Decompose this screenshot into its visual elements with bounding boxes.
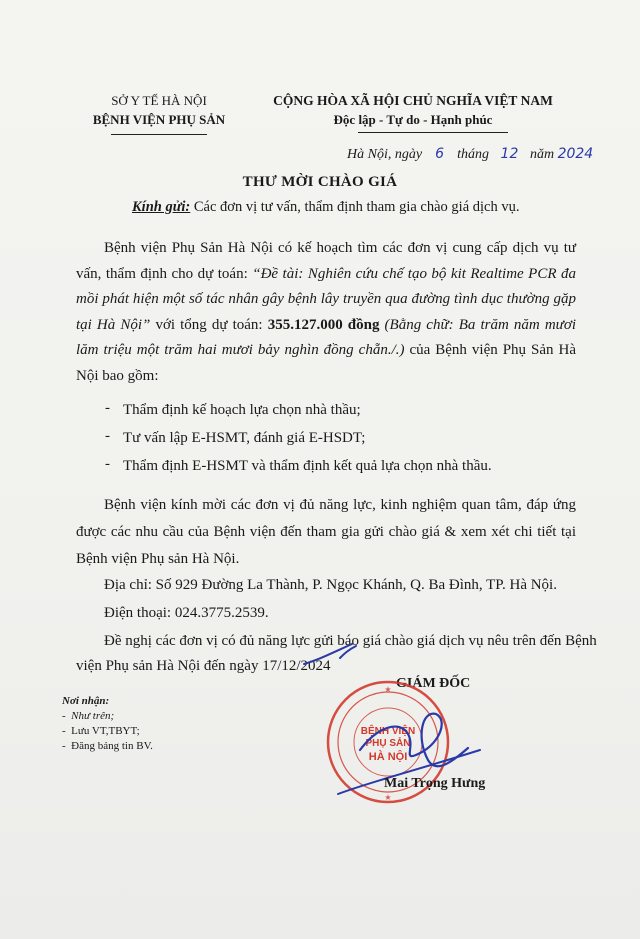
recipient-item: - Lưu VT,TBYT; xyxy=(62,725,140,737)
org-parent: SỞ Y TẾ HÀ NỘI xyxy=(111,93,207,108)
addressee xyxy=(132,196,519,218)
list-item-dash: - xyxy=(105,428,110,444)
intro-part1: Bệnh viện Phụ Sản Hà Nội có kế hoạch tìm các đơn vị cung cấp dịch vụ tư vấn, thẩm định cho dự toán: xyxy=(76,240,576,282)
date-month-word: tháng xyxy=(457,147,489,162)
recipient-item: - Như trên; xyxy=(62,710,115,722)
service-item: Thẩm định E-HSMT và thẩm định kết quả lựa chọn nhà thầu. xyxy=(123,458,492,474)
date-year-word: năm xyxy=(529,147,555,162)
stamp-text-1: BỆNH VIỆN xyxy=(360,726,416,737)
signatory-name: Mai Trọng Hưng xyxy=(384,776,486,791)
request-line-2: viện Phụ sản Hà Nội đến ngày 17/12/2024 xyxy=(76,658,331,674)
stamp-text-3: HÀ NỘI xyxy=(368,751,408,763)
date-prefix: Hà Nội, ngày xyxy=(347,147,423,162)
intro-part3: của Bệnh viện Phụ Sản Hà Nội bao gồm: xyxy=(76,342,576,384)
request-line-1: Đề nghị các đơn vị có đủ năng lực gửi báo giá chào giá dịch vụ nêu trên đến Bệnh xyxy=(104,633,597,649)
pen-stroke-mark xyxy=(300,640,360,670)
header-left xyxy=(70,92,248,129)
stamp-arc-mark: ★ xyxy=(384,685,392,694)
recipients-heading: Nơi nhận: xyxy=(62,695,110,707)
signatory-title: GIÁM ĐỐC xyxy=(396,676,471,691)
org-underline xyxy=(111,134,207,135)
date-month: 12 xyxy=(500,146,519,162)
nation-title: CỘNG HÒA XÃ HỘI CHỦ NGHĨA VIỆT NAM xyxy=(273,93,553,108)
letter-title: THƯ MỜI CHÀO GIÁ xyxy=(242,174,398,190)
service-item: Tư vấn lập E-HSMT, đánh giá E-HSDT; xyxy=(123,430,366,446)
date-line xyxy=(347,143,593,166)
addressee-text: Các đơn vị tư vấn, thẩm định tham gia chào giá dịch vụ. xyxy=(193,199,520,215)
addressee-label: Kính gửi: xyxy=(132,199,191,215)
list-item-dash: - xyxy=(105,400,110,416)
budget-amount: 355.127.000 đồng xyxy=(267,316,380,333)
budget-amount-words: (Bằng chữ: Ba trăm năm mươi lăm triệu một trăm hai mươi bảy nghìn đồng chẵn./.) xyxy=(76,316,577,358)
org-name: BỆNH VIỆN PHỤ SẢN xyxy=(92,112,226,127)
intro-part2: với tổng dự toán: xyxy=(150,316,268,333)
stamp-text-2: PHỤ SẢN xyxy=(365,738,411,749)
header-right xyxy=(272,91,554,130)
stamp-arc-mark: ★ xyxy=(384,793,392,802)
project-name: “Đề tài: Nghiên cứu chế tạo bộ kit Realtime PCR đa mồi phát hiện một số tác nhân gây bệnh lây truyền qua đường tình dục thường gặp tại Hà Nội” xyxy=(76,265,576,333)
intro-paragraph xyxy=(76,236,576,389)
recipients-block xyxy=(62,694,153,754)
recipient-item: - Đăng bảng tin BV. xyxy=(62,740,153,752)
date-year: 2024 xyxy=(557,146,594,162)
invitation-paragraph: Bệnh viện kính mời các đơn vị đủ năng lực, kinh nghiệm quan tâm, đáp ứng được các nhu cầu của Bệnh viện đến tham gia gửi chào giá & xem xét chi tiết tại Bệnh viện Phụ sản Hà Nội. xyxy=(76,497,576,567)
motto: Độc lập - Tự do - Hạnh phúc xyxy=(333,112,493,127)
phone-line: Điện thoại: 024.3775.2539. xyxy=(104,605,269,621)
date-day: 6 xyxy=(435,146,445,162)
service-item: Thẩm định kế hoạch lựa chọn nhà thầu; xyxy=(123,402,361,418)
list-item-dash: - xyxy=(105,456,110,472)
address-line: Địa chỉ: Số 929 Đường La Thành, P. Ngọc Khánh, Q. Ba Đình, TP. Hà Nội. xyxy=(104,577,557,593)
motto-underline xyxy=(358,132,508,133)
